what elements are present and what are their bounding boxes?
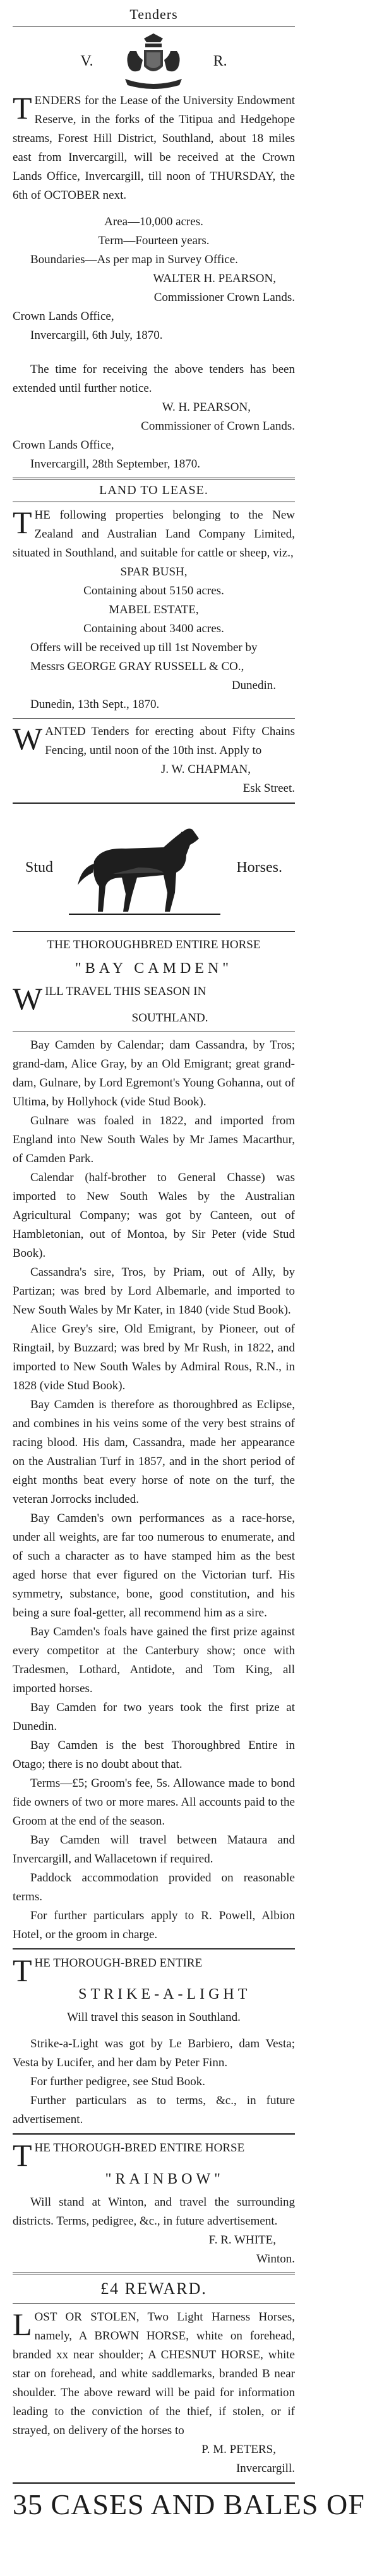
pedigree-paragraph: Strike-a-Light was got by Le Barbiero, dam Vesta; Vesta by Lucifer, and her dam by Peter Finn. [13,2037,295,2069]
tenders-heading: Tenders [129,6,178,22]
divider [13,2273,295,2274]
horse-name: "BAY CAMDEN" [75,960,233,977]
dropcap: T [13,90,32,126]
signatory-title: Commissioner Crown Lands. [153,291,295,304]
pedigree-paragraph: Gulnare was foaled in 1822, and imported from England into New South Wales by Mr James Macarthur, of Camden Park. [13,1114,295,1165]
divider [13,2303,295,2304]
rainbow-section [13,2139,295,2269]
reward-name: P. M. PETERS, [201,2443,276,2456]
terms-paragraph: Terms—£5; Groom's fee, 5s. Allowance made to bond fide owners of two or more mares. All accounts paid to the Groom at the end of the season. [13,1777,295,1828]
wanted-section [13,722,295,798]
divider [13,1948,295,1950]
wanted-notice: WANTED Tenders for erecting about Fifty Chains Fencing, until noon of the 10th inst. Apply to [13,721,295,757]
paddock-paragraph: Paddock accommodation provided on reasonable terms. [13,1871,295,1903]
crest-right-letter: R. [213,52,227,69]
bay-camden-section [13,936,295,1944]
description-paragraph: Bay Camden is the best Thoroughbred Entire in Otago; there is no doubt about that. [13,1739,295,1771]
property-name: MABEL ESTATE, [109,603,199,616]
dropcap: L [13,2307,32,2342]
route-paragraph: Bay Camden will travel between Mataura and Invercargill, and Wallacetown if required. [13,1833,295,1866]
description-paragraph: Bay Camden's own performances as a race-horse, under all weights, are far too numerous to enumerate, and of such a character as to have stamped him as the best aged horse that ever figured on the Victorian turf. His symmetry, substance, bone, good constitution, and his being a sure foal-getter, all recommend him as a sire. [13,1512,295,1620]
travel-line: Will travel this season in Southland. [67,2011,241,2024]
cases-and-bales-banner: 35 CASES AND BALES OF [13,2488,365,2520]
signatory: W. H. PEARSON, [162,401,251,414]
stud-horses-banner [13,808,295,927]
land-notice: THE following properties belonging to the New Zealand and Australian Land Company Limited, situated in Southland, and suitable for cattle or sheep, viz., [13,505,295,560]
office-line: Crown Lands Office, [13,310,114,323]
offer-line: Offers will be received up till 1st November by [30,641,258,654]
date-line: Invercargill, 6th July, 1870. [30,329,163,342]
horses-label: Horses. [236,859,282,876]
pedigree-paragraph: For further pedigree, see Stud Book. [30,2075,206,2088]
stud-label: Stud [25,859,54,876]
owner-name: F. R. WHITE, [208,2233,276,2247]
area-line: Area—10,000 acres. [104,215,203,228]
divider [13,26,295,27]
horse-title: THE THOROUGH-BRED ENTIRE HORSE [13,2138,245,2173]
pedigree-paragraph: Alice Grey's sire, Old Emigrant, by Pioneer, out of Ringtail, by Buzzard; was bred by Mr Rush, in 1822, and imported to New South Wales by Admiral Rous, R.N., in 1828 (vide Stud Book). [13,1322,295,1392]
wanted-place: Esk Street. [242,782,295,795]
royal-crest-row [13,31,295,91]
divider [13,931,295,932]
office-line: Crown Lands Office, [13,438,114,452]
owner-place: Winton. [256,2252,295,2266]
signatory: WALTER H. PEARSON, [153,272,276,285]
horse-illustration-icon [69,817,220,918]
pedigree-paragraph: Calendar (half-brother to General Chasse) was imported to New South Wales by the Australian Agricultural Company; was got by Canteen, out of Hambletonian, out of Montoa, by Sir Peter (vide Stud Book). [13,1171,295,1260]
extension-notice: The time for receiving the above tenders has been extended until further notice. [13,363,295,395]
divider [13,718,295,719]
description-paragraph: Bay Camden for two years took the first prize at Dunedin. [13,1701,295,1733]
tenders-section [13,6,295,474]
horse-title: THE THOROUGH-BRED ENTIRE [13,1953,203,1988]
agent-city: Dunedin. [231,679,276,692]
travel-line: WILL TRAVEL THIS SEASON IN [13,981,206,1016]
description-paragraph: Bay Camden's foals have gained the first prize against every competitor at the Canterbury show; once with Tradesmen, Lothard, Antidote, and Tom King, all imported horses. [13,1625,295,1695]
crest-left-letter: V. [80,52,93,69]
tenders-notice: TENDERS for the Lease of the University Endowment Reserve, in the forks of the Titipua and Hedgehope streams, Forest Hill District, Southland, about 18 miles east from Invercargill, will be received at the Crown Lands Office, Invercargill, till noon of THURSDAY, the 6th of OCTOBER next. [13,90,295,202]
property-name: SPAR BUSH, [120,565,188,579]
land-to-lease-section [13,483,295,714]
horse-name: STRIKE-A-LIGHT [78,1986,251,2003]
terms-paragraph: Further particulars as to terms, &c., in future advertisement. [13,2094,295,2126]
pedigree-paragraph: Cassandra's sire, Tros, by Priam, out of Ally, by Partizan; was bred by Lord Albemarle, and imported to New South Wales by Mr Kater, in 1840 (vide Stud Book). [13,1266,295,1317]
agent-name: Messrs GEORGE GRAY RUSSELL & CO., [30,660,244,673]
reward-heading: £4 REWARD. [100,2279,207,2298]
travel-region: SOUTHLAND. [131,1011,208,1025]
dropcap: T [13,2138,32,2173]
date-line: Invercargill, 28th September, 1870. [30,457,201,471]
date-line: Dunedin, 13th Sept., 1870. [30,698,160,711]
description-paragraph: Bay Camden is therefore as thoroughbred as Eclipse, and combines in his veins some of the very best strains of racing blood. His dam, Cassandra, made her appearance on the Australian Turf in 1857, and in the short period of eight months beat every horse of note on the turf, the veteran Jorrocks included. [13,1398,295,1506]
boundaries-line: Boundaries—As per map in Survey Office. [30,253,238,266]
signatory-title: Commissioner of Crown Lands. [141,420,295,433]
reward-place: Invercargill. [236,2462,295,2475]
dropcap: T [13,505,32,540]
reward-section [13,2279,295,2478]
dropcap: T [13,1953,32,1988]
divider [13,478,295,479]
horse-name: "RAINBOW" [105,2171,224,2187]
term-line: Term—Fourteen years. [98,234,210,247]
royal-coat-of-arms-icon [119,32,188,90]
horse-title: THE THOROUGHBRED ENTIRE HORSE [47,938,261,951]
wanted-name: J. W. CHAPMAN, [160,763,251,776]
property-acres: Containing about 3400 acres. [83,622,224,635]
land-to-lease-heading: LAND TO LEASE. [99,483,208,497]
reward-notice: LOST OR STOLEN, Two Light Harness Horses, namely, A BROWN HORSE, white on forehead, branded xx near shoulder; A CHESNUT HORSE, white star on forehead, and white saddlemarks, branded B near shoulder. The above reward will be paid for information leading to the conviction of the thief, if stolen, or if strayed, on delivery of the horses to [13,2307,295,2437]
divider [13,2482,295,2484]
divider [13,2133,295,2135]
contact-paragraph: For further particulars apply to R. Powell, Albion Hotel, or the groom in charge. [13,1909,295,1941]
property-acres: Containing about 5150 acres. [83,584,224,597]
divider [13,802,295,804]
strike-a-light-section [13,1954,295,2129]
dropcap: W [13,981,43,1016]
dropcap: W [13,721,43,756]
description-paragraph: Will stand at Winton, and travel the surrounding districts. Terms, pedigree, &c., in future advertisement. [13,2196,295,2228]
pedigree-paragraph: Bay Camden by Calendar; dam Cassandra, by Tros; grand-dam, Alice Gray, by an Old Emigrant; great grand-dam, Gulnare, by Lord Egremont's Young Gohanna, out of Ultima, by Hollyhock (vide Stud Book). [13,1038,295,1109]
